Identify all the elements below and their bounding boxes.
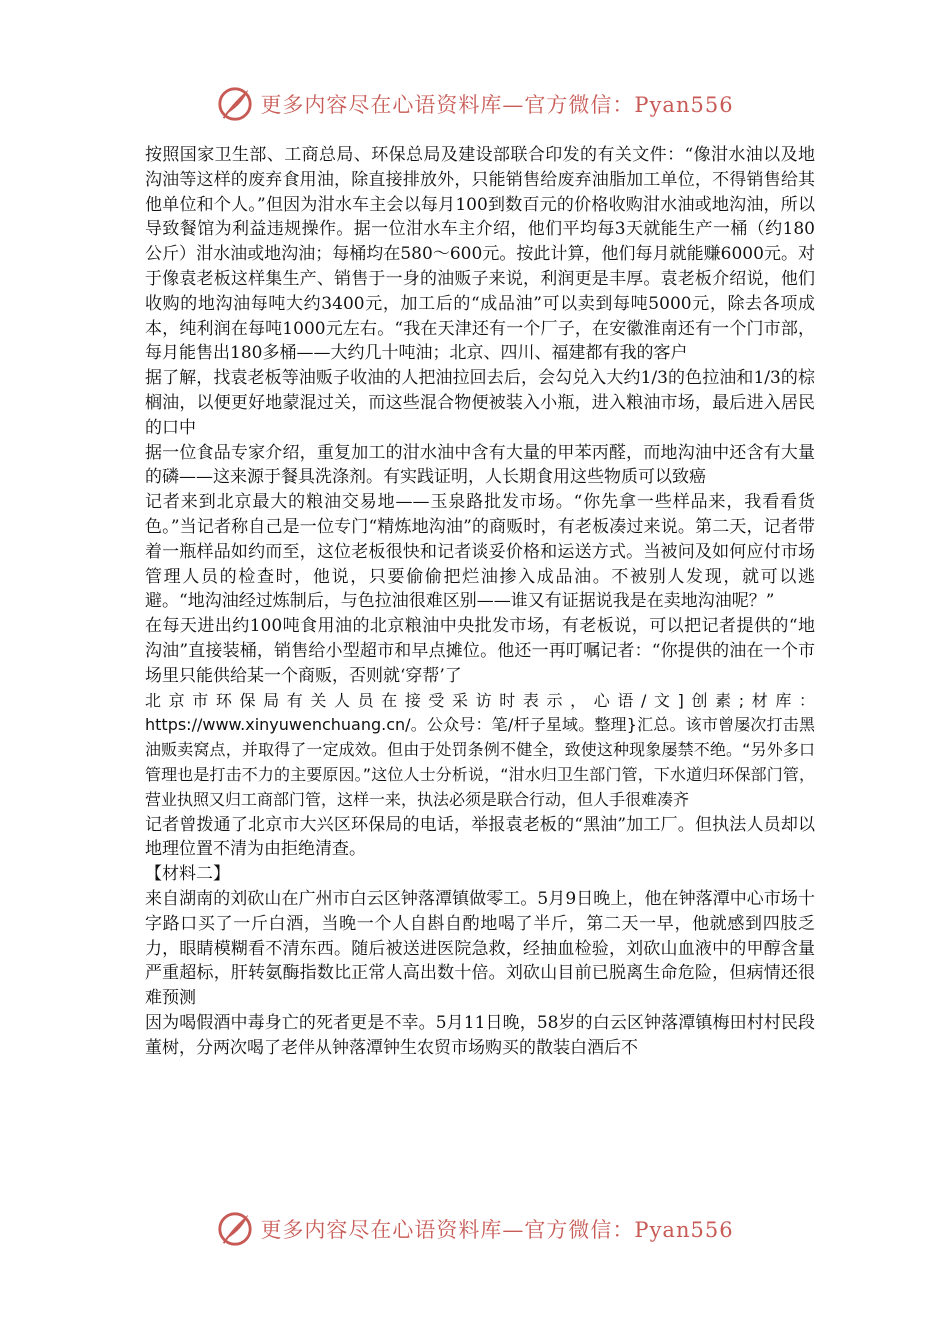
paragraph: 北京市环保局有关人员在接受采访时表示，心语/文]创素;材库：https://www.xinyuwenchuang.cn/。公众号：笔/杆子星域。整理}汇总。该市曾屡次打击黑油贩卖窝点，并取得了一定成效。但由于处罚条例不健全，致使这种现象屡禁不绝。“另外多口管理也是打击不力的主要原因。”这位人士分析说，“泔水归卫生部门管，下水道归环保部门管，营业执照又归工商部门管，这样一来，执法必须是联合行动，但人手很难凑齐 [145, 690, 815, 809]
header-watermark [0, 82, 950, 126]
footer-watermark-text: 更多内容尽在心语资料库—官方微信：Pyan556 [260, 1218, 734, 1242]
section-heading: 【材料二】 [145, 864, 230, 885]
paragraph: 因为喝假酒中毒身亡的死者更是不幸。5月11日晚，58岁的白云区钟落潭镇梅田村村民段董树，分两次喝了老伴从钟落潭钟生农贸市场购买的散装白酒后不 [145, 1012, 815, 1058]
paragraph: 记者来到北京最大的粮油交易地——玉泉路批发市场。“你先拿一些样品来，我看看货色。”当记者称自己是一位专门“精炼地沟油”的商贩时，有老板凑过来说。第二天，记者带着一瓶样品如约而至，这位老板很快和记者谈妥价格和运送方式。当被问及如何应付市场管理人员的检查时，他说，只要偷偷把烂油掺入成品油。不被别人发现，就可以逃避。“地沟油经过炼制后，与色拉油很难区别——谁又有证据说我是在卖地沟油呢？” [145, 492, 815, 612]
feather-logo-icon [216, 85, 254, 123]
header-watermark-text: 更多内容尽在心语资料库—官方微信：Pyan556 [260, 93, 734, 117]
footer-watermark [0, 1207, 950, 1251]
paragraph: 按照国家卫生部、工商总局、环保总局及建设部联合印发的有关文件：“像泔水油以及地沟油等这样的废弃食用油，除直接排放外，只能销售给废弃油脂加工单位，不得销售给其他单位和个人。”但因为泔水车主会以每月100到数百元的价格收购泔水油或地沟油，所以导致餐馆为利益违规操作。据一位泔水车主介绍，他们平均每3天就能生产一桶（约180公斤）泔水油或地沟油；每桶均在580～600元。按此计算，他们每月就能赚6000元。对于像袁老板这样集生产、销售于一身的油贩子来说，利润更是丰厚。袁老板介绍说，他们收购的地沟油每吨大约3400元，加工后的“成品油”可以卖到每吨5000元，除去各项成本，纯利润在每吨1000元左右。“我在天津还有一个厂子，在安徽淮南还有一个门市部，每月能售出180多桶——大约几十吨油；北京、四川、福建都有我的客户 [145, 145, 815, 364]
paragraph: 来自湖南的刘砍山在广州市白云区钟落潭镇做零工。5月9日晚上，他在钟落潭中心市场十字路口买了一斤白酒，当晚一个人自斟自酌地喝了半斤，第二天一早，他就感到四肢乏力，眼睛模糊看不清东西。随后被送进医院急救，经抽血检验，刘砍山血液中的甲醇含量严重超标，肝转氨酶指数比正常人高出数十倍。刘砍山目前已脱离生命危险，但病情还很难预测 [145, 888, 815, 1009]
document-body [145, 143, 815, 1060]
feather-logo-icon [216, 1210, 254, 1248]
paragraph: 在每天进出约100吨食用油的北京粮油中央批发市场，有老板说，可以把记者提供的“地沟油”直接装桶，销售给小型超市和早点摊位。他还一再叮嘱记者：“你提供的油在一个市场里只能供给某一个商贩，否则就‘穿帮’了 [145, 616, 815, 686]
paragraph: 记者曾拨通了北京市大兴区环保局的电话，举报袁老板的“黑油”加工厂。但执法人员却以地理位置不清为由拒绝清查。 [145, 814, 815, 860]
paragraph: 据一位食品专家介绍，重复加工的泔水油中含有大量的甲苯丙醛，而地沟油中还含有大量的磷——这来源于餐具洗涤剂。有实践证明，人长期食用这些物质可以致癌 [145, 442, 815, 488]
paragraph: 据了解，找袁老板等油贩子收油的人把油拉回去后，会勾兑入大约1/3的色拉油和1/3的棕榈油，以便更好地蒙混过关，而这些混合物便被装入小瓶，进入粮油市场，最后进入居民的口中 [145, 368, 815, 438]
